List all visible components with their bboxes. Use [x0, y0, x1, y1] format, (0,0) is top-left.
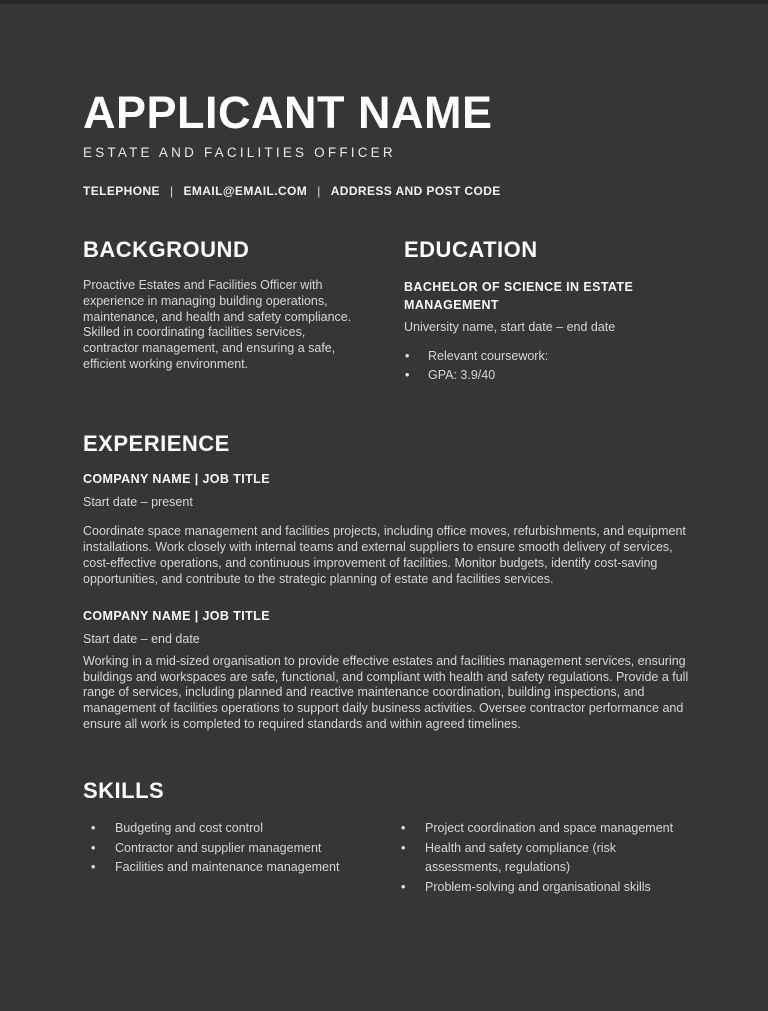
job-company-title: COMPANY NAME | JOB TITLE	[83, 472, 270, 487]
education-heading: EDUCATION	[404, 236, 538, 262]
job-description: Coordinate space management and facilities projects, including office moves, refurbishments, and equipment installations. Work closely with internal teams and external suppliers to ensure smooth delivery of services, cost-effective operations, and continuous improvement of facilities. Monitor budgets, identify cost-saving opportunities, and contribute to the strategic planning of estate and facilities services.	[83, 524, 686, 586]
job-dates: Start date – end date	[83, 631, 200, 646]
experience-heading: EXPERIENCE	[83, 431, 230, 457]
skill-item: • Facilities and maintenance management	[90, 858, 393, 878]
skills-column-right	[393, 819, 690, 897]
background-section	[83, 238, 353, 387]
skills-column-left	[83, 819, 393, 897]
skill-item: • Budgeting and cost control	[90, 819, 393, 839]
skill-item: • Contractor and supplier management	[90, 839, 393, 859]
experience-job-1	[83, 470, 690, 587]
background-education-row	[83, 238, 690, 387]
telephone-label: TELEPHONE	[83, 183, 160, 198]
experience-job-2	[83, 607, 690, 733]
skill-item: • Problem-solving and organisational skills	[400, 878, 690, 898]
applicant-job-title: ESTATE AND FACILITIES OFFICER	[83, 144, 396, 160]
skills-list-right	[393, 819, 690, 897]
experience-section	[83, 432, 690, 733]
education-bullet-list	[404, 347, 690, 387]
job-description: Working in a mid-sized organisation to provide effective estates and facilities management services, ensuring buildings and workspaces are safe, functional, and compliant with health and safety regulations. Provide a full range of services, including planned and reactive maintenance coordination, building inspections, and management of facilities operations to support daily business activities. Oversee contractor performance and ensure all work is completed to required standards and within agreed timelines.	[83, 653, 689, 732]
contact-separator: |	[169, 183, 174, 198]
skills-section	[83, 779, 690, 897]
education-section	[404, 238, 690, 387]
email-text: EMAIL@EMAIL.COM	[183, 183, 308, 198]
job-company-title: COMPANY NAME | JOB TITLE	[83, 608, 270, 623]
skill-item: • Project coordination and space management	[400, 819, 690, 839]
skills-list-left	[83, 819, 393, 878]
address-text: ADDRESS AND POST CODE	[330, 183, 501, 198]
resume-content	[0, 4, 768, 897]
education-institution: University name, start date – end date	[404, 320, 616, 335]
skills-columns	[83, 819, 690, 897]
contact-separator: |	[317, 183, 321, 198]
applicant-name: APPLICANT NAME	[83, 87, 493, 138]
education-degree: BACHELOR OF SCIENCE IN ESTATE MANAGEMENT	[404, 279, 634, 313]
job-dates: Start date – present	[83, 495, 193, 510]
background-paragraph: Proactive Estates and Facilities Officer with experience in managing building operations, maintenance, and health and safety compliance. Skilled in coordinating facilities services, contractor management, and ensuring a safe, efficient working environment.	[83, 277, 352, 372]
contact-line	[83, 184, 690, 198]
skills-heading: SKILLS	[83, 778, 165, 804]
education-bullet: • Relevant coursework:	[404, 347, 690, 367]
skill-item: • Health and safety compliance (risk assessments, regulations)	[400, 839, 690, 878]
resume-header	[83, 4, 690, 198]
education-bullet: • GPA: 3.9/40	[404, 366, 690, 386]
background-heading: BACKGROUND	[83, 236, 250, 262]
